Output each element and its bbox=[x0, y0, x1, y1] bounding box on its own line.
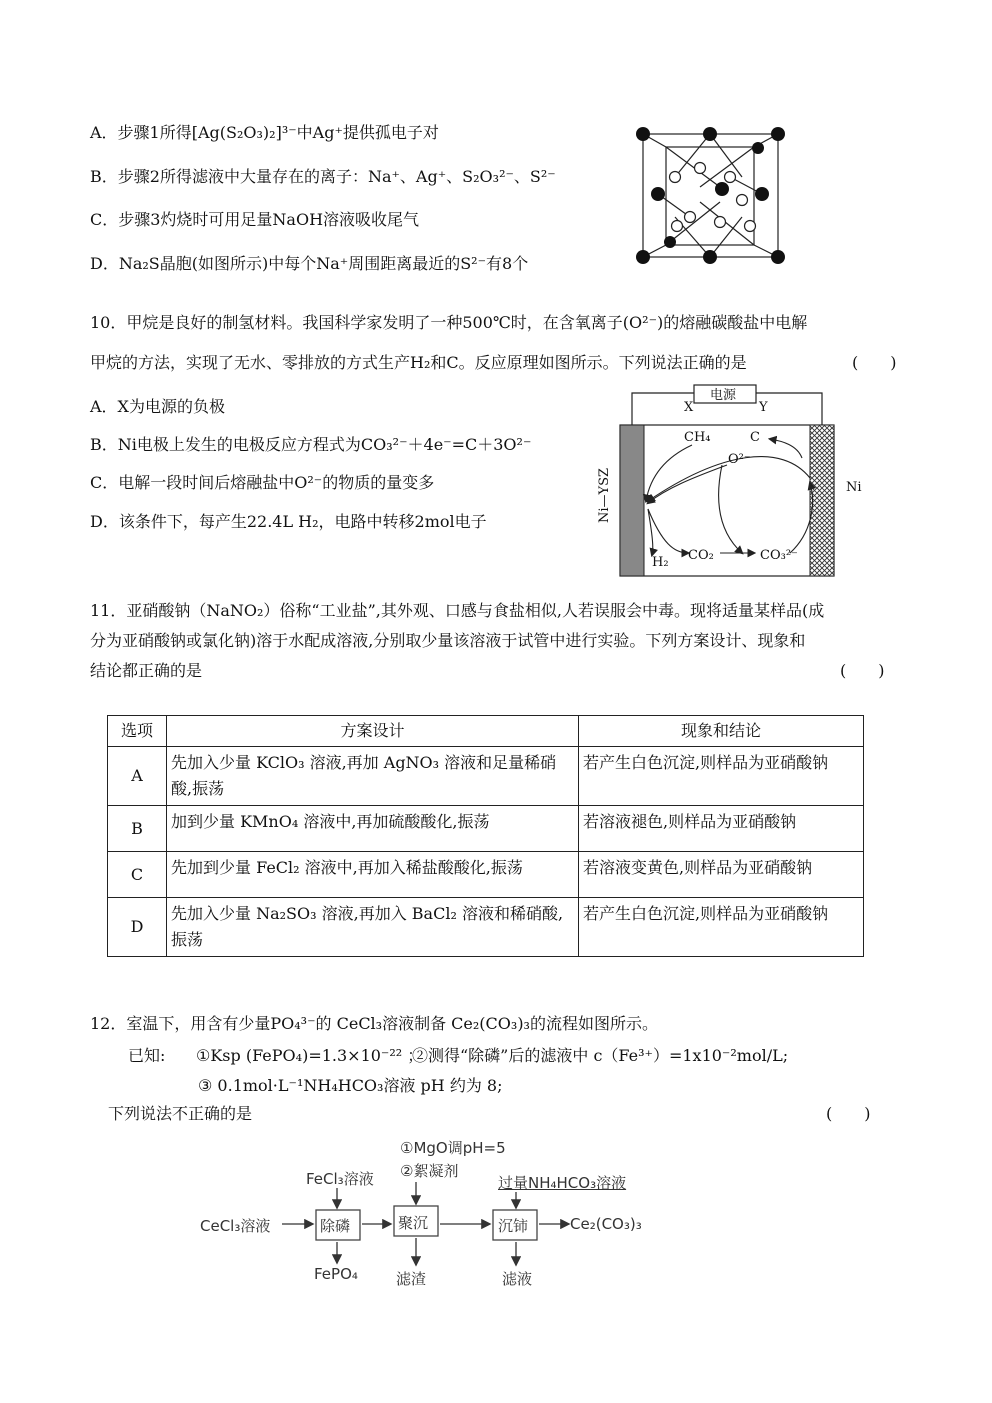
q10-option-a: A．X为电源的负极 bbox=[90, 397, 225, 416]
table-row bbox=[108, 898, 864, 957]
terminal-y-label: Y bbox=[759, 400, 768, 415]
q10-option-d: D．该条件下，每产生22.4L H₂，电路中转移2mol电子 bbox=[90, 512, 487, 531]
flow-step-cerium-precipitation: 沉铈 bbox=[498, 1217, 529, 1235]
flow-start-cecl3: CeCl₃溶液 bbox=[200, 1217, 271, 1235]
row-design: 先加入少量 Na₂SO₃ 溶液,再加入 BaCl₂ 溶液和稀硝酸,振荡 bbox=[167, 898, 579, 957]
q11-options-table bbox=[107, 715, 864, 957]
q12-stem: 12．室温下，用含有少量PO₄³⁻的 CeCl₃溶液制备 Ce₂(CO₃)₃的流程如图所示。 bbox=[90, 1014, 658, 1033]
q10-option-b: B．Ni电极上发生的电极反应方程式为CO₃²⁻＋4e⁻=C＋3O²⁻ bbox=[90, 435, 532, 454]
row-design: 加到少量 KMnO₄ 溶液中,再加硫酸酸化,振荡 bbox=[167, 806, 579, 852]
q12-known-3: ③ 0.1mol·L⁻¹NH₄HCO₃溶液 pH 约为 8; bbox=[198, 1076, 503, 1095]
co2-label: CO₂ bbox=[688, 548, 714, 563]
q12-known-2: ②测得“除磷”后的滤液中 c（Fe³⁺）=1x10⁻²mol/L; bbox=[412, 1046, 789, 1065]
terminal-x-label: X bbox=[684, 400, 694, 415]
header-design: 方案设计 bbox=[167, 716, 579, 747]
row-result: 若溶液褪色,则样品为亚硝酸钠 bbox=[579, 806, 864, 852]
table-row bbox=[108, 806, 864, 852]
ni-electrode-label: Ni bbox=[846, 480, 862, 495]
ni-ysz-electrode-label: Ni—YSZ bbox=[597, 467, 612, 523]
q12-answer-paren: ( ) bbox=[826, 1104, 871, 1123]
q11-stem-line3: 结论都正确的是 bbox=[90, 661, 203, 680]
co3-label: CO₃²⁻ bbox=[760, 548, 798, 563]
flow-input-nh4hco3: 过量NH₄HCO₃溶液 bbox=[498, 1174, 627, 1192]
flow-output-filtrate: 滤液 bbox=[502, 1270, 533, 1288]
carbon-label: C bbox=[750, 430, 760, 445]
q11-stem-line1: 11．亚硝酸钠（NaNO₂）俗称“工业盐”,其外观、口感与食盐相似,人若误服会中毒。现将适量某样品(成 bbox=[90, 601, 825, 620]
q9-option-b: B．步骤2所得滤液中大量存在的离子：Na⁺、Ag⁺、S₂O₃²⁻、S²⁻ bbox=[90, 167, 556, 186]
q11-stem-line2: 分为亚硝酸钠或氯化钠)溶于水配成溶液,分别取少量该溶液于试管中进行实验。下列方案设计、现象和 bbox=[90, 631, 806, 650]
table-row bbox=[108, 747, 864, 806]
power-supply-label: 电源 bbox=[710, 388, 737, 403]
row-key: B bbox=[108, 806, 167, 852]
q9-option-c: C．步骤3灼烧时可用足量NaOH溶液吸收尾气 bbox=[90, 210, 420, 229]
row-result: 若产生白色沉淀,则样品为亚硝酸钠 bbox=[579, 898, 864, 957]
table-header-row bbox=[108, 716, 864, 747]
row-design: 先加入少量 KClO₃ 溶液,再加 AgNO₃ 溶液和足量稀硝酸,振荡 bbox=[167, 747, 579, 806]
q10-stem-line1: 10．甲烷是良好的制氢材料。我国科学家发明了一种500℃时，在含氧离子(O²⁻)的熔融碳酸盐中电解 bbox=[90, 313, 808, 332]
row-key: C bbox=[108, 852, 167, 898]
q9-option-d: D．Na₂S晶胞(如图所示)中每个Na⁺周围距离最近的S²⁻有8个 bbox=[90, 254, 529, 273]
flow-input-flocculant: ②絮凝剂 bbox=[400, 1162, 459, 1180]
row-key: D bbox=[108, 898, 167, 957]
flow-output-residue: 滤渣 bbox=[396, 1270, 427, 1288]
q9-option-a: A．步骤1所得[Ag(S₂O₃)₂]³⁻中Ag⁺提供孤电子对 bbox=[90, 123, 439, 142]
h2-label: H₂ bbox=[652, 555, 669, 570]
q10-answer-paren: ( ) bbox=[852, 353, 897, 372]
flow-step-phosphorus-removal: 除磷 bbox=[320, 1217, 351, 1235]
q11-answer-paren: ( ) bbox=[840, 661, 885, 680]
q12-question: 下列说法不正确的是 bbox=[108, 1104, 253, 1123]
q10-stem-line2: 甲烷的方法，实现了无水、零排放的方式生产H₂和C。反应原理如图所示。下列说法正确的是 bbox=[90, 353, 747, 372]
flow-end-product: Ce₂(CO₃)₃ bbox=[570, 1215, 642, 1233]
row-result: 若溶液变黄色,则样品为亚硝酸钠 bbox=[579, 852, 864, 898]
ch4-label: CH₄ bbox=[684, 430, 711, 445]
process-flow-diagram bbox=[180, 1180, 600, 1280]
q12-known-label: 已知: bbox=[128, 1046, 166, 1065]
flow-input-mgo: ①MgO调pH=5 bbox=[400, 1139, 506, 1157]
header-result: 现象和结论 bbox=[579, 716, 864, 747]
flow-input-fecl3: FeCl₃溶液 bbox=[306, 1170, 374, 1188]
row-key: A bbox=[108, 747, 167, 806]
flow-step-coagulation: 聚沉 bbox=[398, 1214, 429, 1232]
row-result: 若产生白色沉淀,则样品为亚硝酸钠 bbox=[579, 747, 864, 806]
oxide-ion-label: O²⁻ bbox=[728, 452, 751, 467]
table-row bbox=[108, 852, 864, 898]
q10-option-c: C．电解一段时间后熔融盐中O²⁻的物质的量变多 bbox=[90, 473, 435, 492]
flow-output-fepo4: FePO₄ bbox=[314, 1265, 358, 1283]
row-design: 先加到少量 FeCl₂ 溶液中,再加入稀盐酸酸化,振荡 bbox=[167, 852, 579, 898]
header-option: 选项 bbox=[108, 716, 167, 747]
na2s-unit-cell-diagram bbox=[630, 122, 790, 267]
electrolysis-diagram bbox=[592, 383, 867, 581]
q12-known-1: ①Ksp (FePO₄)=1.3×10⁻²² ； bbox=[196, 1046, 424, 1065]
